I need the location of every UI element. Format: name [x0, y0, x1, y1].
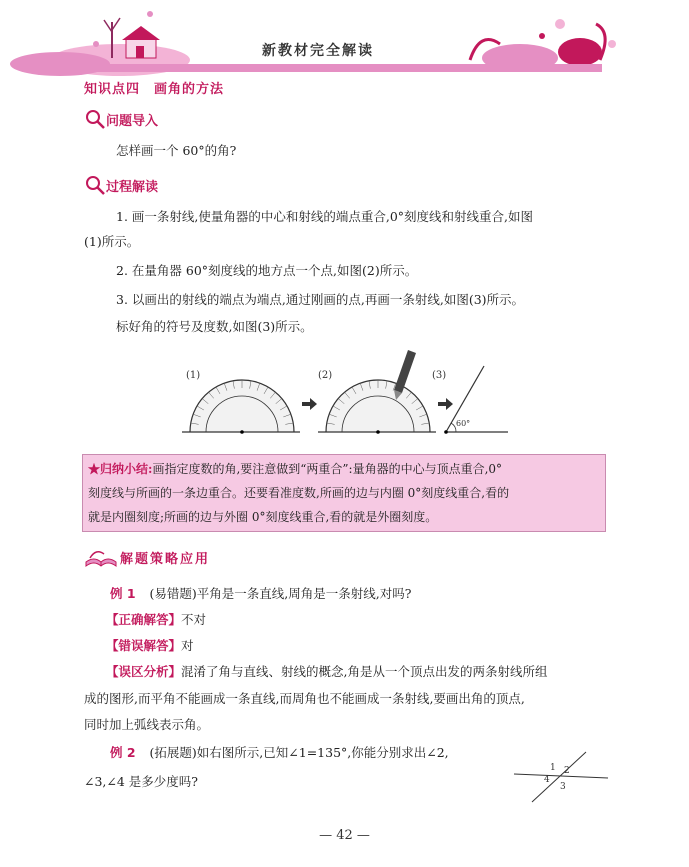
example2-question-b: ∠3,∠4 是多少度吗?: [84, 774, 199, 789]
example2-line: [110, 744, 449, 762]
q-intro-label: 问题导入: [106, 114, 159, 129]
summary-line1: 画指定度数的角,要注意做到“两重合”:量角器的中心与顶点重合,0°: [152, 462, 503, 476]
fig3-label: (3): [432, 370, 447, 381]
fig2-label: (2): [318, 370, 333, 381]
fig1-label: (1): [186, 370, 201, 381]
strategy-label: 解题策略应用: [120, 552, 211, 567]
diagram-label-2: 2: [564, 766, 570, 776]
magnifier-icon: [84, 174, 106, 200]
summary-line2: 刻度线与所画的一条边重合。还要看准度数,所画的边与内圈 0°刻度线重合,看的: [88, 486, 510, 500]
header-rule: [82, 64, 602, 72]
book-icon: [84, 546, 118, 572]
process-step3: 3. 以画出的射线的端点为端点,通过刚画的点,再画一条射线,如图(3)所示。: [116, 292, 525, 307]
q-intro-text: 怎样画一个 60°的角?: [116, 143, 237, 158]
example1-question: (易错题)平角是一条直线,周角是一条射线,对吗?: [149, 586, 412, 601]
page-number: — 42 —: [319, 828, 370, 843]
analysis-line1: [106, 663, 548, 681]
analysis-label: 【误区分析】: [106, 664, 182, 679]
summary-text: [88, 457, 604, 529]
protractor-figures: [180, 346, 510, 442]
diagram-label-1: 1: [550, 763, 556, 773]
example2-label: 例 2: [110, 745, 136, 760]
example1-label: 例 1: [110, 586, 136, 601]
summary-label: ★归纳小结:: [88, 462, 153, 476]
process-step2: 2. 在量角器 60°刻度线的地方点一个点,如图(2)所示。: [116, 263, 418, 278]
wrong-label: 【错误解答】: [106, 638, 182, 653]
summary-line3: 就是内圈刻度;所画的边与外圈 0°刻度线重合,看的就是外圈刻度。: [88, 510, 438, 524]
angle-label: 60°: [456, 419, 471, 428]
intersecting-lines-diagram: [510, 748, 610, 808]
analysis-3: 同时加上弧线表示角。: [84, 717, 210, 732]
process-step4: 标好角的符号及度数,如图(3)所示。: [116, 319, 313, 334]
correct-label: 【正确解答】: [106, 612, 182, 627]
process-step1-a: 1. 画一条射线,使量角器的中心和射线的端点重合,0°刻度线和射线重合,如图: [116, 209, 534, 224]
correct-answer-line: [106, 611, 206, 629]
example1-line: [110, 585, 411, 603]
wrong-answer: 对: [181, 638, 194, 653]
process-step1-b: (1)所示。: [84, 234, 140, 249]
section-title: 知识点四 画角的方法: [84, 82, 225, 97]
process-label: 过程解读: [106, 180, 159, 195]
analysis-1: 混淆了角与直线、射线的概念,角是从一个顶点出发的两条射线所组: [181, 664, 548, 679]
book-title: 新教材完全解读: [262, 43, 374, 59]
diagram-label-4: 4: [544, 775, 550, 785]
magnifier-icon: [84, 108, 106, 134]
correct-answer: 不对: [181, 612, 207, 627]
diagram-label-3: 3: [560, 782, 566, 792]
wrong-answer-line: [106, 637, 194, 655]
protractor-svg: [180, 346, 510, 438]
analysis-2: 成的图形,而平角不能画成一条直线,而周角也不能画成一条射线,要画出角的顶点,: [84, 691, 525, 706]
example2-question-a: (拓展题)如右图所示,已知∠1=135°,你能分别求出∠2,: [149, 745, 449, 760]
